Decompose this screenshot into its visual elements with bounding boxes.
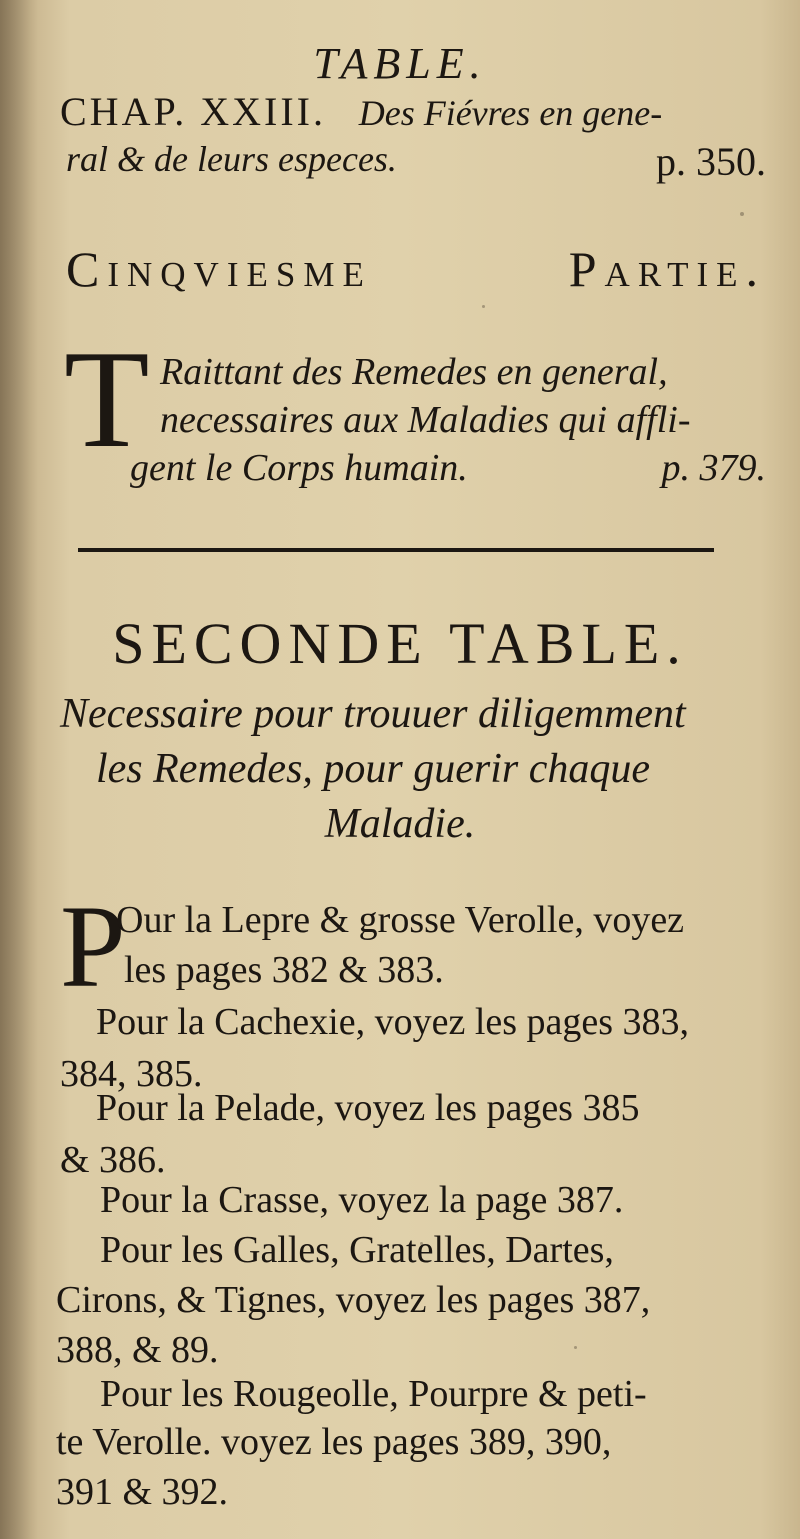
chapter-page-ref: p. 350. [656,139,766,184]
entry-line: & 386. [60,1139,166,1181]
second-table-title: SECONDE TABLE. [112,611,688,676]
entry-line: 384, 385. [60,1053,203,1095]
part-title-word2: Partie. [568,241,766,297]
second-table-subtitle-line3: Maladie. [324,801,476,847]
part-page-ref: p. 379. [661,447,766,489]
entry-line: 388, & 89. [56,1329,219,1371]
paper-speck [482,305,485,308]
paper-speck [740,212,744,216]
chapter-title-line1: Des Fiévres en gene- [358,93,663,133]
paper-speck [574,1346,577,1349]
entry-line: Pour la Cachexie, voyez les pages 383, [96,1001,690,1043]
chapter-heading [60,88,662,135]
second-table-subtitle-line2: les Remedes, pour guerir chaque [96,746,651,792]
part-desc-line3: gent le Corps humain. [130,447,468,489]
entry-line: Our la Lepre & grosse Verolle, voyez [116,899,685,941]
entry-line: Pour la Pelade, voyez les pages 385 [96,1087,640,1129]
paper-speck [420,1242,423,1245]
entry-line: les pages 382 & 383. [124,949,444,991]
part-title-word1: Cinqviesme [66,241,372,297]
part-desc-line1: Raittant des Remedes en general, [160,351,668,393]
entry-line: Pour la Crasse, voyez la page 387. [100,1179,624,1221]
chapter-label: CHAP. XXIII. [60,89,326,134]
part-title [66,240,766,298]
dropcap-p: P [60,881,126,1012]
entry-line: Pour les Rougeolle, Pourpre & peti- [100,1373,647,1415]
chapter-title-line2-row [66,138,766,184]
part-desc-line3-row [130,446,766,490]
entry-line: Cirons, & Tignes, voyez les pages 387, [56,1279,651,1321]
divider-rule [78,548,714,552]
running-head: TABLE. [313,39,487,88]
entry-line: te Verolle. voyez les pages 389, 390, [56,1421,612,1463]
dropcap-t: T [64,322,150,477]
entry-line: 391 & 392. [56,1471,229,1513]
part-desc-line2: necessaires aux Maladies qui affli- [160,399,691,441]
chapter-title-line2: ral & de leurs especes. [66,139,397,179]
second-table-subtitle-line1: Necessaire pour trouuer diligemment [60,691,686,737]
page-gutter-shadow [0,0,38,1539]
entry-line: Pour les Galles, Gratelles, Dartes, [100,1229,614,1271]
